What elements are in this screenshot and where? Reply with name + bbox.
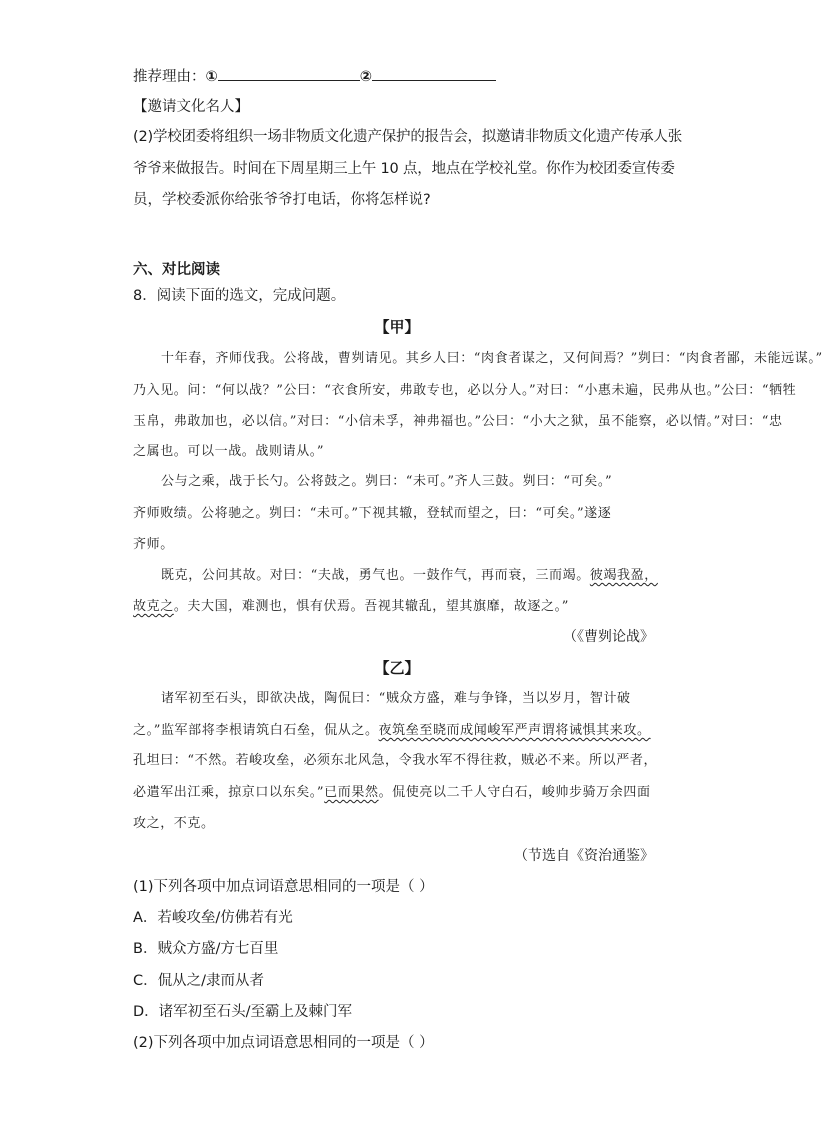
yi-source: （节选自《资治通鉴》 — [514, 848, 654, 864]
circle-one: ① — [205, 69, 218, 85]
jia-p3-line2: 故克之。夫大国，难测也，惧有伏焉。吾视其辙乱，望其旗靡，故逐之。” — [133, 599, 569, 614]
underlined-phrase: 已而果然 — [324, 785, 379, 800]
jia-p1-line2: 乃入见。问：“何以战？”公曰：“衣食所安，弗敢专也，必以分人。”对曰：“小惠未遍，民弗从也。”公曰：“牺牲 — [133, 383, 797, 398]
option-c[interactable]: C．侃从之/隶而从者 — [133, 973, 265, 989]
jia-p2-line2: 齐师败绩。公将驰之。刿曰：“未可。”下视其辙，登轼而望之，曰：“可矣。”遂逐 — [133, 506, 612, 521]
jia-p2-line3: 齐师。 — [133, 537, 174, 552]
jia-p3-line1: 既克，公问其故。对曰：“夫战，勇气也。一鼓作气，再而衰，三而竭。彼竭我盈， — [161, 568, 658, 583]
yi-line4: 必遣军出江乘，掠京口以东矣。”已而果然。侃使亮以二千人守白石，峻帅步骑万余四面 — [133, 785, 651, 800]
yi-line1: 诸军初至石头，即欲决战，陶侃曰：“贼众方盛，难与争锋，当以岁月，智计破 — [161, 691, 631, 706]
section-heading: 六、对比阅读 — [133, 262, 220, 278]
jia-p1-line3: 玉帛，弗敢加也，必以信。”对曰：“小信未孚，神弗福也。”公曰：“小大之狱，虽不能察，必以情。”对曰：“忠 — [133, 414, 783, 429]
option-b[interactable]: B．贼众方盛/方七百里 — [133, 941, 279, 957]
option-d[interactable]: D．诸军初至石头/至霸上及棘门军 — [133, 1004, 353, 1020]
circle-two: ② — [359, 69, 373, 85]
question-1: (1)下列各项中加点词语意思相同的一项是（ ） — [133, 879, 434, 895]
jia-source: （《曹刿论战》 — [563, 629, 654, 645]
q2-invite-line2: 爷爷来做报告。时间在下周星期三上午 10 点，地点在学校礼堂。你作为校团委宣传委 — [133, 161, 675, 177]
yi-line3: 孔坦曰：“不然。若峻攻垒，必须东北风急，令我水军不得往救，贼必不来。所以严者， — [133, 753, 658, 768]
answer-blank-1[interactable] — [218, 66, 360, 81]
question-8: 8．阅读下面的选文，完成问题。 — [133, 288, 346, 304]
q2-invite-line1: (2)学校团委将组织一场非物质文化遗产保护的报告会，拟邀请非物质文化遗产传承人张 — [133, 129, 683, 145]
jia-p2-line1: 公与之乘，战于长勺。公将鼓之。刿曰：“未可。”齐人三鼓。刿曰：“可矣。” — [161, 474, 613, 489]
recommend-label: 推荐理由： — [133, 69, 206, 85]
q2-invite-line3: 员，学校委派你给张爷爷打电话，你将怎样说? — [133, 192, 431, 208]
passage-jia-title: 【甲】 — [374, 318, 420, 336]
recommend-line — [133, 66, 496, 87]
invite-heading: 【邀请文化名人】 — [133, 99, 249, 115]
jia-p1-line1: 十年春，齐师伐我。公将战，曹刿请见。其乡人曰：“肉食者谋之，又何间焉？”刿曰：“肉食者鄙，未能远谋。” — [161, 351, 823, 366]
option-a[interactable]: A．若峻攻垒/仿佛若有光 — [133, 910, 293, 926]
yi-line2: 之。”监军部将李根请筑白石垒，侃从之。夜筑垒至晓而成闻峻军严声谓将诫惧其来攻。 — [133, 723, 651, 738]
answer-blank-2[interactable] — [372, 66, 496, 81]
yi-line5: 攻之，不克。 — [133, 816, 215, 831]
underlined-phrase: 彼竭我盈， — [589, 568, 658, 583]
question-2: (2)下列各项中加点词语意思相同的一项是（ ） — [133, 1035, 434, 1051]
underlined-phrase: 故克之 — [133, 599, 174, 614]
passage-yi-title: 【乙】 — [374, 659, 420, 677]
underlined-sentence: 夜筑垒至晓而成闻峻军严声谓将诫惧其来攻。 — [378, 723, 651, 738]
jia-p1-line4: 之属也。可以一战。战则请从。” — [133, 444, 325, 459]
